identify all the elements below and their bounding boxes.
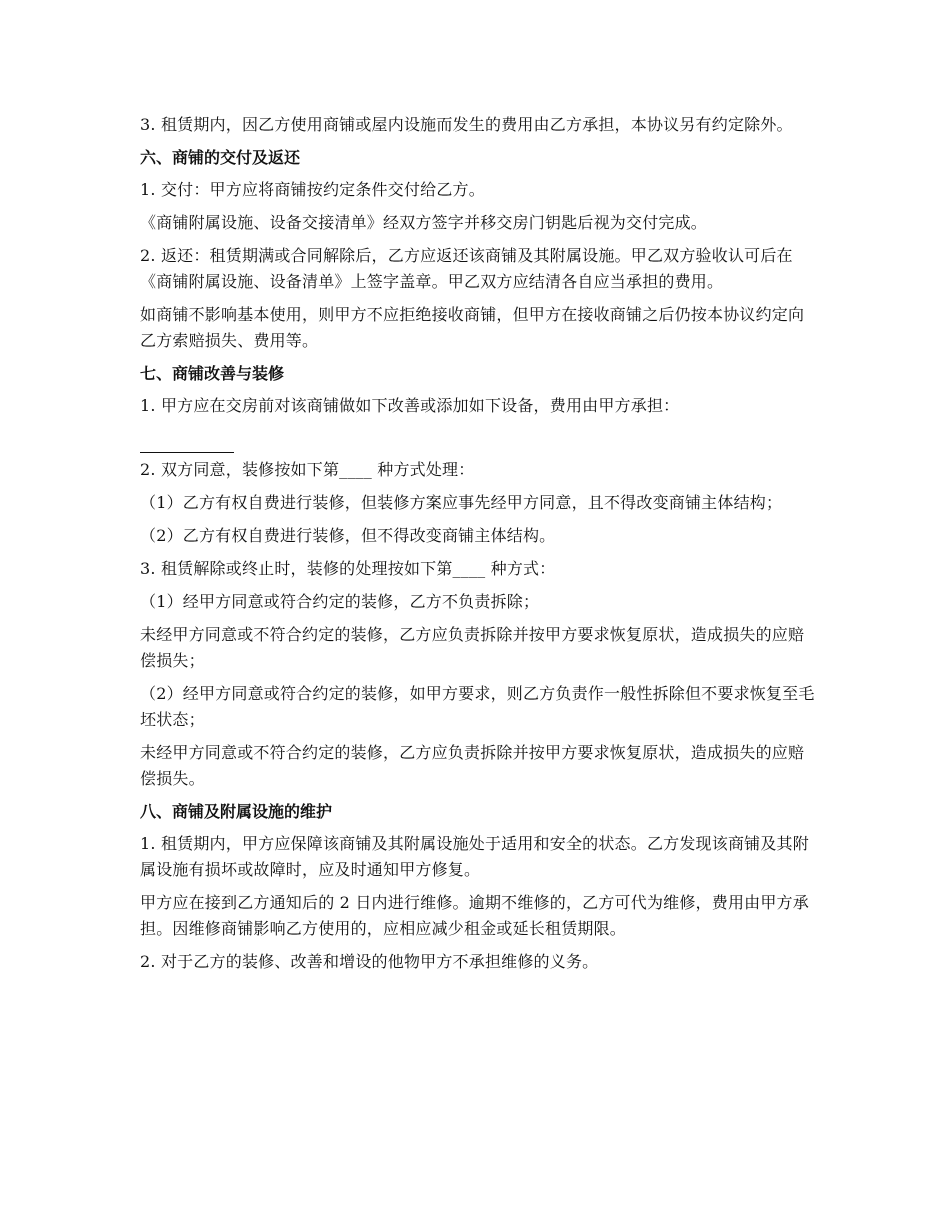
paragraph-clause-8-1: 1. 租赁期内，甲方应保障该商铺及其附属设施处于适用和安全的状态。乙方发现该商铺及其附属设施有损坏或故障时，应及时通知甲方修复。	[140, 834, 809, 879]
fill-in-blank-line	[140, 426, 234, 453]
paragraph-clause-7-1: 1. 甲方应在交房前对该商铺做如下改善或添加如下设备，费用由甲方承担：	[140, 396, 680, 415]
section-heading-6: 六、商铺的交付及返还	[140, 148, 301, 167]
paragraph-clause-7-3-option-2-detail: 未经甲方同意或不符合约定的装修，乙方应负责拆除并按甲方要求恢复原状，造成损失的应赔偿损失。	[140, 743, 805, 788]
paragraph-clause-7-2: 2. 双方同意，装修按如下第____ 种方式处理：	[140, 460, 475, 479]
section-heading-8: 八、商铺及附属设施的维护	[140, 802, 333, 821]
paragraph-clause-6-2: 2. 返还：租赁期满或合同解除后，乙方应返还该商铺及其附属设施。甲乙双方验收认可后在《商铺附属设施、设备清单》上签字盖章。甲乙双方应结清各自应当承担的费用。	[140, 246, 793, 291]
paragraph-clause-7-3-option-1-detail: 未经甲方同意或不符合约定的装修，乙方应负责拆除并按甲方要求恢复原状，造成损失的应赔偿损失；	[140, 625, 805, 670]
paragraph-clause-6-2-detail: 如商铺不影响基本使用，则甲方不应拒绝接收商铺，但甲方在接收商铺之后仍按本协议约定向乙方索赔损失、费用等。	[140, 305, 805, 350]
paragraph-clause-7-2-option-1: （1）乙方有权自费进行装修，但装修方案应事先经甲方同意，且不得改变商铺主体结构；	[140, 493, 783, 512]
paragraph-clause-6-1: 1. 交付：甲方应将商铺按约定条件交付给乙方。	[140, 180, 485, 199]
paragraph-clause-7-3: 3. 租赁解除或终止时，装修的处理按如下第____ 种方式：	[140, 559, 556, 578]
paragraph-clause-8-1-detail: 甲方应在接到乙方通知后的 2 日内进行维修。逾期不维修的，乙方可代为维修，费用由甲方承担。因维修商铺影响乙方使用的，应相应减少租金或延长租赁期限。	[140, 893, 809, 938]
paragraph-clause-8-2: 2. 对于乙方的装修、改善和增设的他物甲方不承担维修的义务。	[140, 952, 599, 971]
paragraph-clause-7-3-option-1: （1）经甲方同意或符合约定的装修，乙方不负责拆除；	[140, 592, 540, 611]
paragraph-clause-6-1-detail: 《商铺附属设施、设备交接清单》经双方签字并移交房门钥匙后视为交付完成。	[140, 213, 708, 232]
section-heading-7: 七、商铺改善与装修	[140, 364, 285, 383]
paragraph-clause-7-3-option-2: （2）经甲方同意或符合约定的装修，如甲方要求，则乙方负责作一般性拆除但不要求恢复至毛坯状态；	[140, 684, 815, 729]
paragraph-clause-7-2-option-2: （2）乙方有权自费进行装修，但不得改变商铺主体结构。	[140, 526, 556, 545]
document-page	[140, 112, 815, 982]
paragraph-clause-5-3: 3. 租赁期内，因乙方使用商铺或屋内设施而发生的费用由乙方承担，本协议另有约定除外。	[140, 115, 793, 134]
